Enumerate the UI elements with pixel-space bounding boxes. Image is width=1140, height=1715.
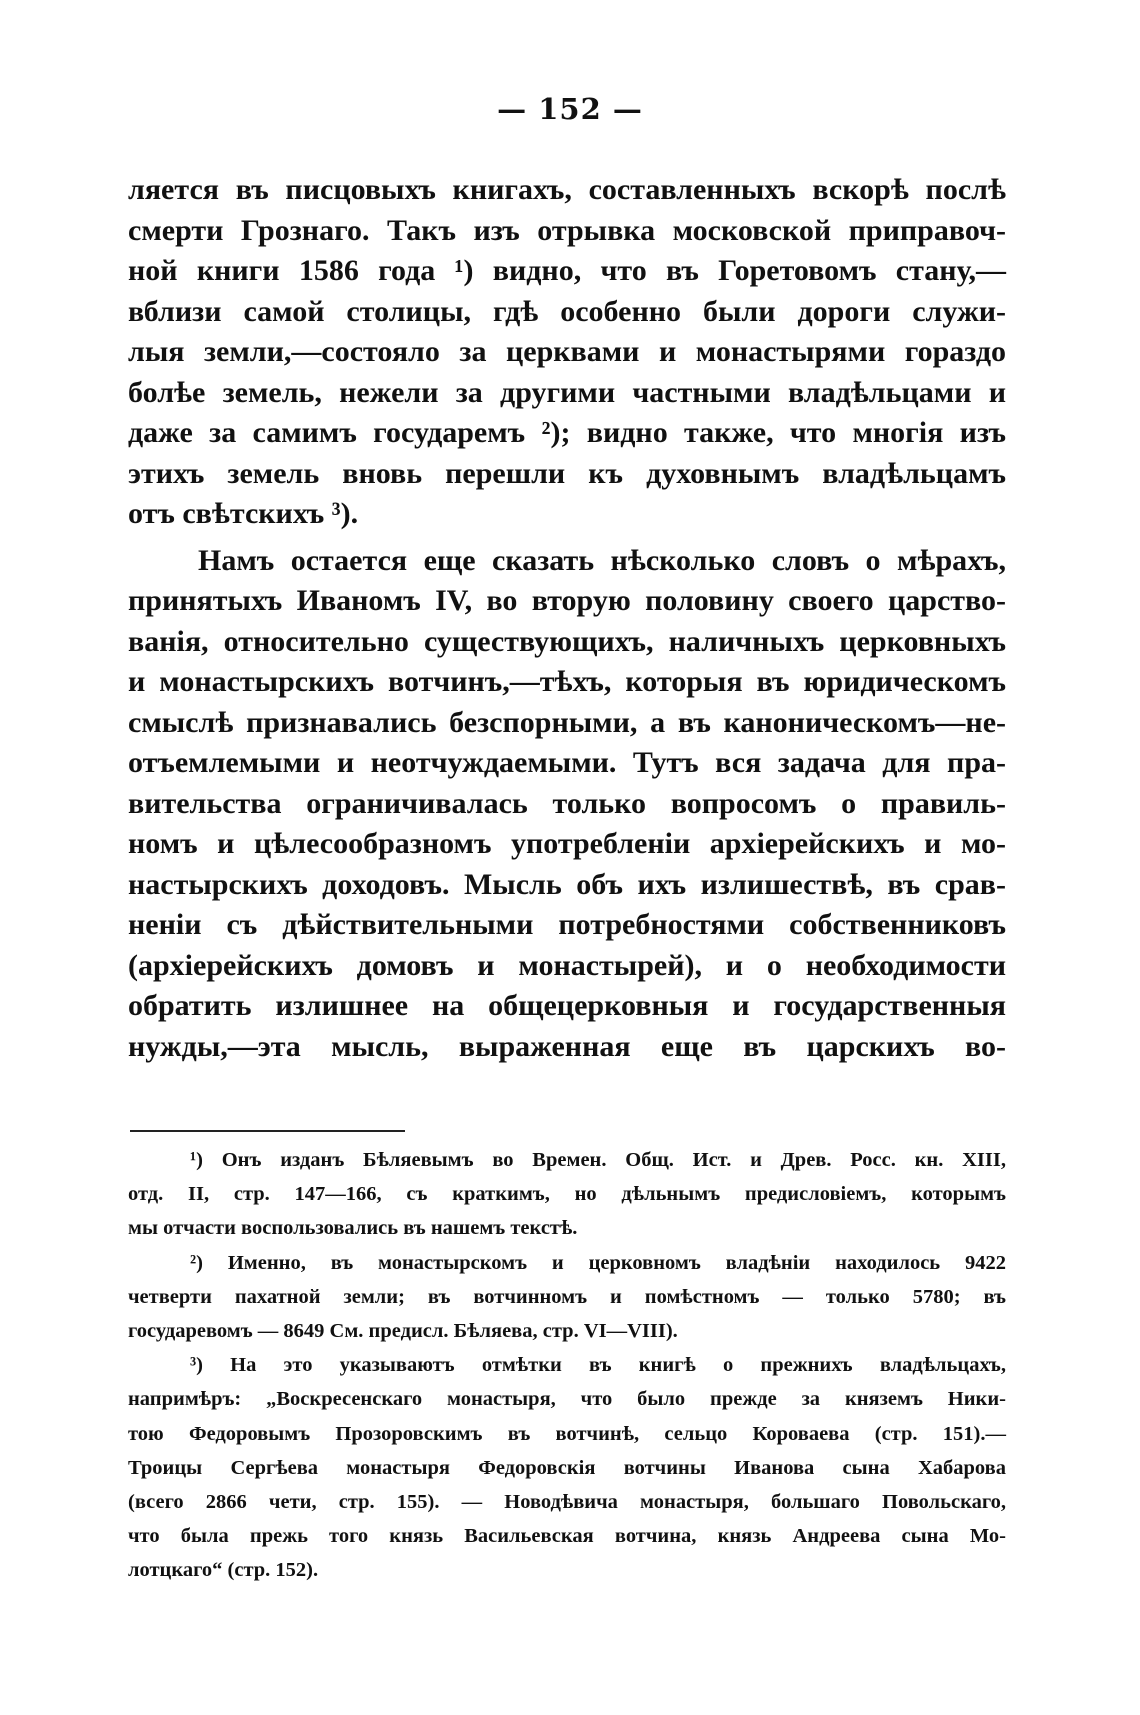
footnote-line: лотцкаго“ (стр. 152). bbox=[128, 1559, 319, 1582]
text-line: отъемлемыми и неотчуждаемыми. Тутъ вся задача для пра- bbox=[128, 746, 1006, 779]
main-text bbox=[128, 170, 1006, 1067]
footnote-line: мы отчасти воспользовались въ нашемъ текстѣ. bbox=[128, 1217, 578, 1240]
paragraph-start: Намъ остается еще сказать нѣсколько словъ о мѣрахъ, bbox=[198, 543, 1006, 577]
footnote-line: тою Федоровымъ Прозоровскимъ въ вотчинѣ, сельцо Короваева (стр. 151).— bbox=[128, 1422, 1006, 1445]
text-line: обратить излишнее на общецерковныя и государственныя bbox=[128, 989, 1006, 1022]
text-line: болѣе земель, нежели за другими частными владѣльцами и bbox=[128, 375, 1006, 409]
footnote-line: четверти пахатной земли; въ вотчинномъ и помѣстномъ — только 5780; въ bbox=[128, 1285, 1006, 1308]
text-line: ной книги 1586 года ¹) видно, что въ Горетовомъ стану,— bbox=[128, 254, 1006, 287]
footnote-line: государевомъ — 8649 См. предисл. Бѣляева, стр. VI—VIII). bbox=[128, 1320, 678, 1343]
text-line: лыя земли,—состояло за церквами и монастырями гораздо bbox=[128, 335, 1006, 368]
text-line: этихъ земель вновь перешли къ духовнымъ владѣльцамъ bbox=[128, 456, 1006, 490]
footnotes bbox=[128, 1143, 1006, 1588]
page-number: — 152 — bbox=[497, 92, 643, 126]
text-line: (архіерейскихъ домовъ и монастырей), и о необходимости bbox=[128, 948, 1006, 982]
text-line: смыслѣ признавались безспорными, а въ каноническомъ—не- bbox=[128, 705, 1006, 739]
text-line: номъ и цѣлесообразномъ употребленіи архіерейскихъ и мо- bbox=[128, 827, 1006, 860]
text-line: настырскихъ доходовъ. Мысль объ ихъ излишествѣ, въ срав- bbox=[128, 867, 1006, 901]
footnote-line: (всего 2866 чети, стр. 155). — Новодѣвича монастыря, большаго Повольскаго, bbox=[128, 1491, 1006, 1514]
footnote-line: отд. II, стр. 147—166, съ краткимъ, но дѣльнымъ предисловіемъ, которымъ bbox=[128, 1183, 1006, 1206]
footnote-2-start: ²) Именно, въ монастырскомъ и церковномъ владѣніи находилось 9422 bbox=[190, 1251, 1006, 1274]
text-line: ванія, относительно существующихъ, наличныхъ церковныхъ bbox=[128, 624, 1006, 658]
footnote-3-start: ³) На это указываютъ отмѣтки въ книгѣ о прежнихъ владѣльцахъ, bbox=[190, 1354, 1006, 1377]
text-line: принятыхъ Иваномъ IV, во вторую половину своего царство- bbox=[128, 584, 1006, 617]
footnote-line: Троицы Сергѣева монастыря Федоровскія вотчины Иванова сына Хабарова bbox=[128, 1456, 1006, 1479]
text-line: и монастырскихъ вотчинъ,—тѣхъ, которыя въ юридическомъ bbox=[128, 665, 1006, 698]
text-line: отъ свѣтскихъ ³). bbox=[128, 497, 359, 530]
text-line: смерти Грознаго. Такъ изъ отрывка московской приправоч- bbox=[128, 213, 1006, 247]
footnote-divider bbox=[130, 1130, 405, 1132]
footnote-1-start: ¹) Онъ изданъ Бѣляевымъ во Времен. Общ. Ист. и Древ. Росс. кн. XIII, bbox=[190, 1149, 1006, 1171]
text-line: неніи съ дѣйствительными потребностями собственниковъ bbox=[128, 908, 1006, 941]
text-line: вительства ограничивалась только вопросомъ о правиль- bbox=[128, 786, 1006, 820]
text-line: ляется въ писцовыхъ книгахъ, составленныхъ вскорѣ послѣ bbox=[128, 173, 1006, 206]
text-line: даже за самимъ государемъ ²); видно также, что многія изъ bbox=[128, 416, 1006, 449]
text-line: вблизи самой столицы, гдѣ особенно были дороги служи- bbox=[128, 294, 1006, 328]
footnote-line: напримѣръ: „Воскресенскаго монастыря, что было прежде за княземъ Ники- bbox=[128, 1388, 1006, 1411]
footnote-line: что была прежь того князь Васильевская вотчина, князь Андреева сына Мо- bbox=[128, 1525, 1006, 1548]
text-line: нужды,—эта мысль, выраженная еще въ царскихъ во- bbox=[128, 1029, 1006, 1063]
